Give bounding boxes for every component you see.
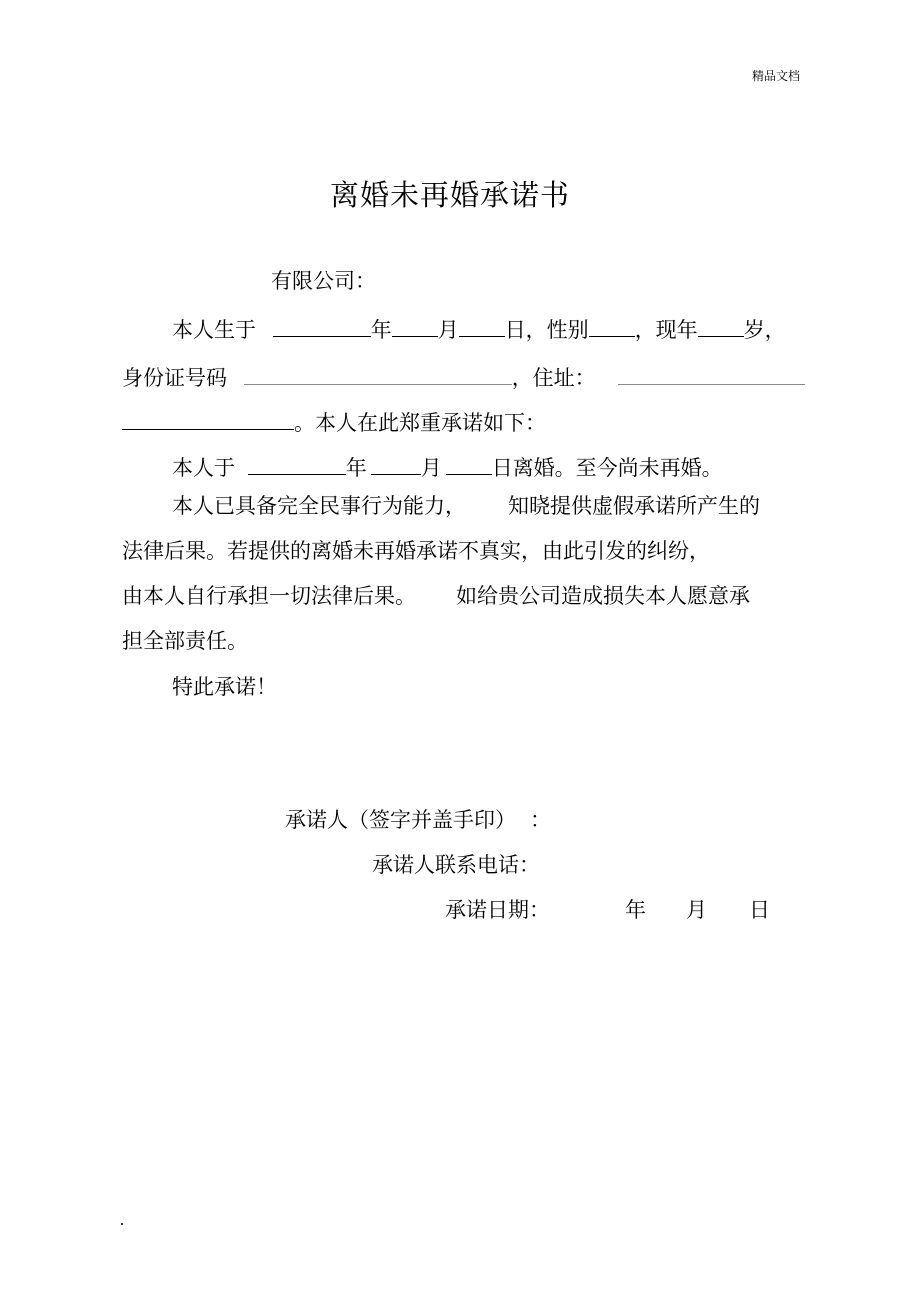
date-day-label: 日 <box>749 898 770 922</box>
address-continued-field[interactable] <box>122 409 294 430</box>
page-dot <box>121 1223 123 1225</box>
date-label: 承诺日期： <box>445 898 550 922</box>
divorce-day-field[interactable] <box>446 454 492 475</box>
gender-field[interactable] <box>589 316 635 337</box>
id-number-field[interactable] <box>244 364 512 385</box>
birth-month-field[interactable] <box>392 316 438 337</box>
birth-line <box>172 316 786 341</box>
signer-colon: ： <box>530 808 551 832</box>
document-title: 离婚未再婚承诺书 <box>330 178 571 212</box>
paragraph-line-3b: 如给贵公司造成损失本人愿意承 <box>456 584 750 608</box>
age-suffix: 岁， <box>743 318 786 342</box>
date-line <box>445 900 770 921</box>
birth-prefix: 本人生于 <box>172 318 256 342</box>
birth-day-field[interactable] <box>459 316 505 337</box>
divorce-year-field[interactable] <box>248 454 346 475</box>
id-address-line <box>122 364 805 389</box>
paragraph-line-3 <box>122 586 750 607</box>
age-prefix: ，现年 <box>634 318 698 342</box>
paragraph-line-1b: 知晓提供虚假承诺所产生的 <box>508 494 760 518</box>
paragraph-line-2: 法律后果。若提供的离婚未再婚承诺不真实，由此引发的纠纷， <box>122 539 710 563</box>
statement-intro: 。本人在此郑重承诺如下： <box>294 411 546 435</box>
divorce-date-line <box>172 454 723 479</box>
id-label: 身份证号码 <box>122 366 227 390</box>
signer-label: 承诺人（签字并盖手印） <box>285 808 516 832</box>
birth-month-label: 月 <box>437 318 459 342</box>
paragraph-line-1 <box>172 496 760 517</box>
statement-intro-line <box>122 409 546 434</box>
address-field[interactable] <box>618 364 805 385</box>
divorce-prefix: 本人于 <box>172 456 235 480</box>
paragraph-line-4: 担全部责任。 <box>122 629 248 653</box>
date-year-label: 年 <box>625 898 646 922</box>
paragraph-line-1a: 本人已具备完全民事行为能力， <box>172 494 466 518</box>
divorce-month-field[interactable] <box>371 454 421 475</box>
addressee: 有限公司： <box>271 269 376 293</box>
divorce-year-label: 年 <box>345 456 367 480</box>
divorce-suffix: 日离婚。至今尚未再婚。 <box>491 456 723 480</box>
closing: 特此承诺！ <box>172 675 277 699</box>
birth-year-field[interactable] <box>273 316 371 337</box>
signer-line <box>285 810 551 831</box>
date-month-label: 月 <box>686 898 707 922</box>
header-note: 精品文档 <box>752 69 801 83</box>
paragraph-line-3a: 由本人自行承担一切法律后果。 <box>122 584 416 608</box>
divorce-month-label: 月 <box>420 456 442 480</box>
age-field[interactable] <box>698 316 744 337</box>
phone-label: 承诺人联系电话： <box>372 853 540 877</box>
address-label: ，住址： <box>511 366 596 390</box>
birth-day-gender-label: 日，性别 <box>504 318 589 342</box>
birth-year-label: 年 <box>370 318 392 342</box>
